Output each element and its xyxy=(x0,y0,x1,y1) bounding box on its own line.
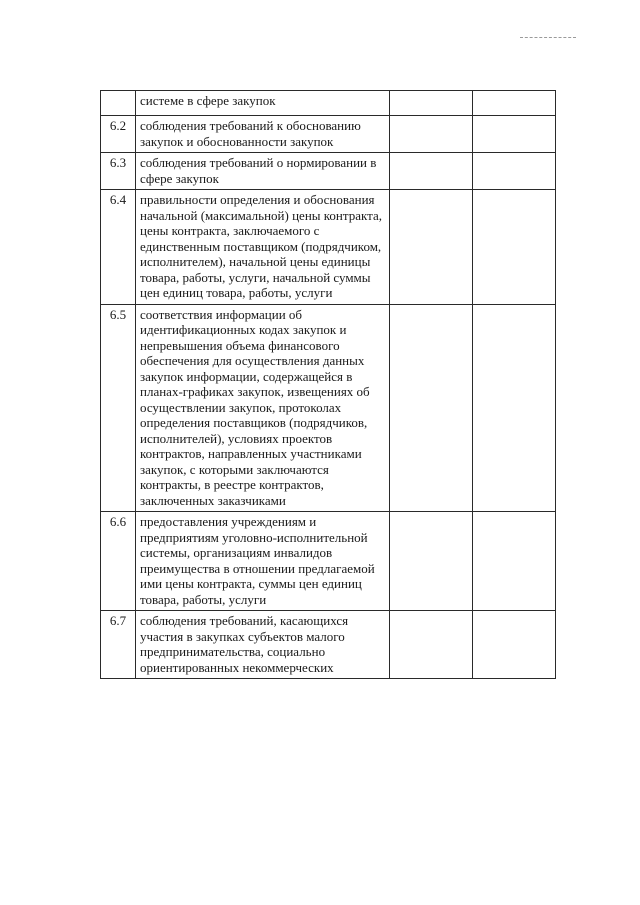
table-row xyxy=(101,190,556,305)
table-row xyxy=(101,91,556,116)
row-number: 6.3 xyxy=(101,153,136,190)
empty-cell xyxy=(390,611,473,679)
procurement-control-table xyxy=(100,90,556,679)
row-text: предоставления учреждениям и предприятиям уголовно-исполнительной системы, организациям инвалидов преимущества в отношении предлагаемой ими цены контракта, суммы цен единиц товара, работы, услуги xyxy=(136,512,390,611)
table-row xyxy=(101,304,556,512)
empty-cell xyxy=(473,153,556,190)
empty-cell xyxy=(390,91,473,116)
empty-cell xyxy=(473,512,556,611)
table-row xyxy=(101,116,556,153)
row-text: правильности определения и обоснования начальной (максимальной) цены контракта, цены контракта, заключаемого с единственным поставщиком (подрядчиком, исполнителем), начальной цены единицы товара, работы, услуги, начальной суммы цен единиц товара, работы, услуги xyxy=(136,190,390,305)
row-text: соблюдения требований о нормировании в сфере закупок xyxy=(136,153,390,190)
row-text: системе в сфере закупок xyxy=(136,91,390,116)
empty-cell xyxy=(390,116,473,153)
row-number xyxy=(101,91,136,116)
empty-cell xyxy=(390,153,473,190)
row-number: 6.2 xyxy=(101,116,136,153)
empty-cell xyxy=(473,190,556,305)
row-number: 6.4 xyxy=(101,190,136,305)
row-text: соблюдения требований, касающихся участия в закупках субъектов малого предпринимательства, социально ориентированных некоммерческих xyxy=(136,611,390,679)
table-row xyxy=(101,611,556,679)
empty-cell xyxy=(473,611,556,679)
empty-cell xyxy=(390,512,473,611)
empty-cell xyxy=(473,116,556,153)
empty-cell xyxy=(390,304,473,512)
row-number: 6.5 xyxy=(101,304,136,512)
row-number: 6.6 xyxy=(101,512,136,611)
table-row xyxy=(101,153,556,190)
scan-artifact-line xyxy=(520,37,576,38)
table-row xyxy=(101,512,556,611)
row-text: соблюдения требований к обоснованию закупок и обоснованности закупок xyxy=(136,116,390,153)
row-text: соответствия информации об идентификационных кодах закупок и непревышения объема финансового обеспечения для осуществления данных закупок информации, содержащейся в планах-графиках закупок, извещениях об осуществлении закупок, протоколах определения поставщиков (подрядчиков, исполнителей), условиях проектов контрактов, направленных участниками закупок, с которыми заключаются контракты, в реестре контрактов, заключенных заказчиками xyxy=(136,304,390,512)
row-number: 6.7 xyxy=(101,611,136,679)
empty-cell xyxy=(390,190,473,305)
empty-cell xyxy=(473,91,556,116)
empty-cell xyxy=(473,304,556,512)
